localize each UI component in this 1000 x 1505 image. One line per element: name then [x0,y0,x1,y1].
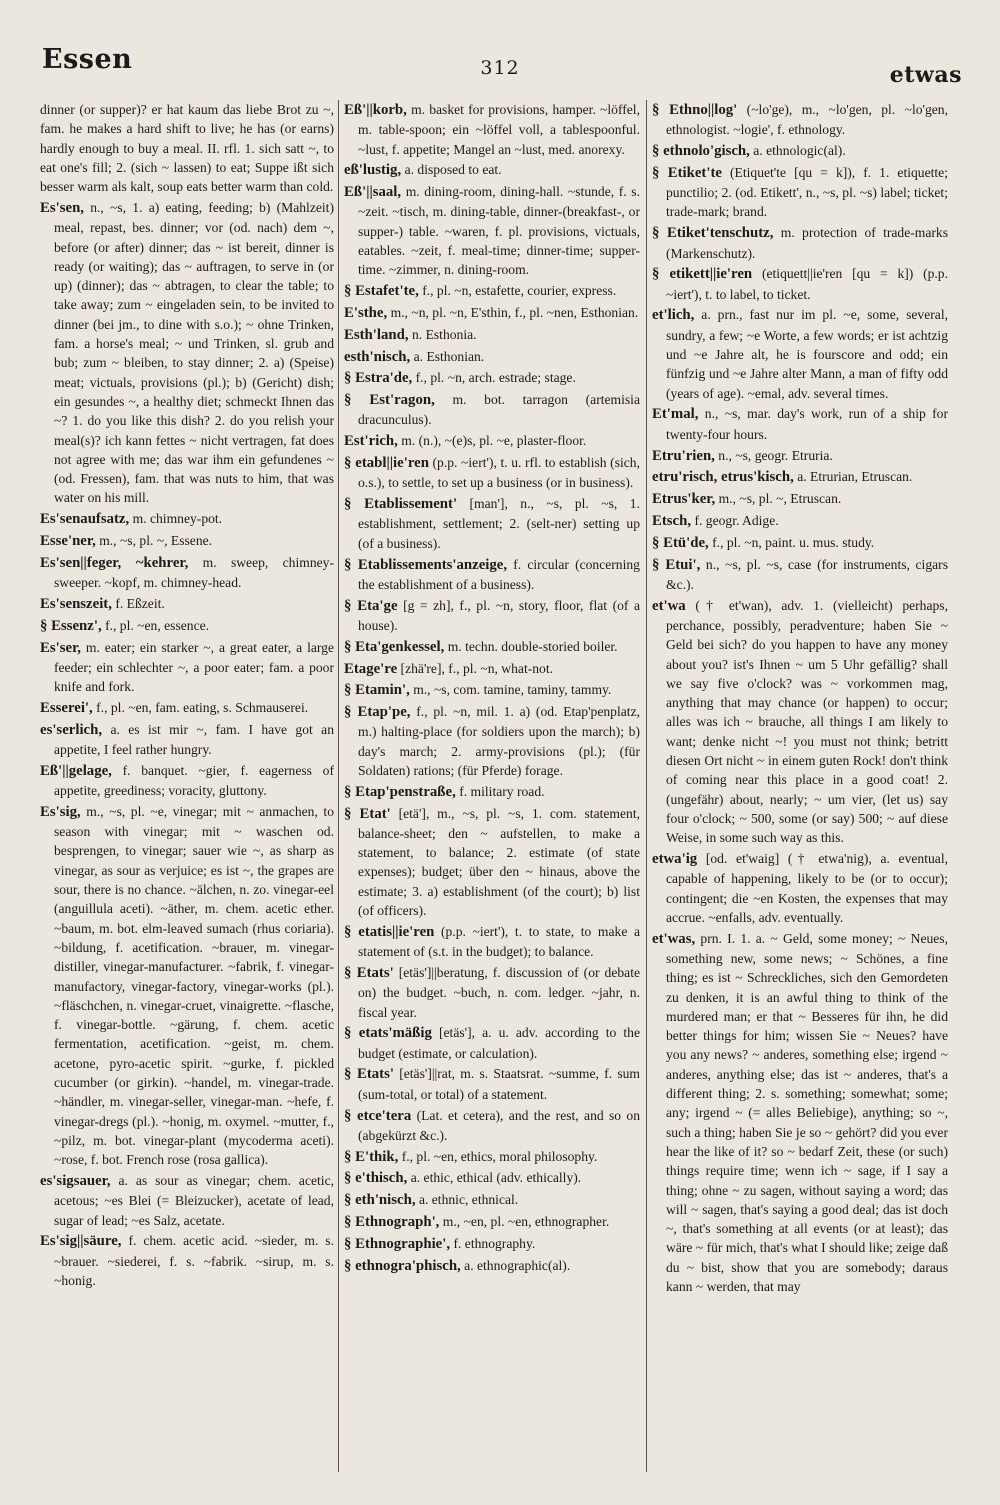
entry-headword: Esse'ner, [40,533,96,550]
entry-definition: m. dining-room, dining-hall. ~stunde, f. s. ~zeit. ~tisch, m. dining-table, dinner-(breakfast-, or supper-) table. ~waren, f. pl. provisions, victuals, eatables. ~zeit, f. meal-time; dinner-time; supper-time. ~zimmer, n. dining-room. [358,184,640,278]
dictionary-entry [652,596,948,848]
dictionary-entry [344,596,640,636]
dictionary-entry [344,100,640,159]
entry-headword: § etce'tera [344,1107,412,1124]
entry-headword: Es'senszeit, [40,595,112,612]
dictionary-entry [344,702,640,780]
entry-headword: § Eta'ge [344,597,398,614]
entry-definition: f., pl. ~en, ethics, moral philosophy. [401,1148,598,1164]
entry-headword: etwa'ig [652,850,698,867]
entry-definition: (p.p. ~iert'), t. u. rfl. to establish (sich, o.s.), to settle, to set up a business (or in business). [358,455,640,491]
dictionary-entry [40,616,334,636]
entry-headword: Eß'||korb, [344,102,407,118]
entry-headword: Eß'||gelage, [40,762,112,779]
column-rule [646,100,647,1472]
entry-definition: a. ethnologic(al). [753,143,846,159]
dictionary-entry [344,494,640,553]
dictionary-entry [40,1231,334,1290]
entry-headword: Es'sig, [40,803,81,820]
dictionary-entry [344,637,640,657]
entry-definition: f., pl. ~n, paint. u. mus. study. [712,534,875,550]
dictionary-entry [344,182,640,279]
dictionary-entry [40,594,334,614]
dictionary-entry [652,305,948,402]
entry-definition: [od. et'waig] († etwa'nig), a. eventual, capable of happening, likely to be (or to occur); contingent; die ~en Kosten, the expenses that may accrue. ~enfalls, adv. eventually. [666,850,948,925]
dictionary-entry [344,804,640,921]
entry-definition: (~lo'ge), m., ~lo'gen, pl. ~lo'gen, ethnologist. ~logie', f. ethnology. [666,102,948,138]
entry-definition: m., ~en, pl. ~en, ethnographer. [442,1214,610,1230]
entry-headword: § etatis||ie'ren [344,923,435,940]
entry-definition: n. Esthonia. [411,326,477,342]
dictionary-entry [652,141,948,161]
entry-definition: [man'], n., ~s, pl. ~s, 1. establishment, settlement; 2. (selt-ner) setting up (of a business). [358,496,640,551]
dictionary-entry [40,100,334,196]
entry-definition: m., ~s, pl. ~, Essene. [99,533,213,549]
entry-headword: § Etiket'tenschutz, [652,225,774,242]
dictionary-entry [652,223,948,263]
dictionary-entry [344,281,640,301]
dictionary-entry [652,555,948,595]
dictionary-entry [344,347,640,367]
entry-headword: Etru'rien, [652,447,715,464]
entry-definition: [etäs']||beratung, f. discussion of (or debate on) the budget. ~buch, n. com. ledger. ~jahr, n. fiscal year. [358,964,640,1020]
entry-headword: § Ethno||log' [652,102,738,118]
running-head-left: Essen [42,44,133,75]
dictionary-entry [40,198,334,508]
dictionary-entry [652,404,948,444]
entry-headword: Es'sen||feger, ~kehrer, [40,554,189,571]
entry-headword: § Eta'genkessel, [344,638,445,655]
entry-headword: § ethnolo'gisch, [652,143,750,160]
entry-definition: f. chem. acetic acid. ~sieder, m. s. ~brauer. ~siederei, f. s. ~fabrik. ~sirup, m. s. ~honig. [54,1233,334,1289]
entry-definition: f. circular (concerning the establishment of a business). [358,556,640,592]
entry-definition: prn. I. 1. a. ~ Geld, some money; ~ Neues, something new, some news; ~ Schönes, a fine thing; es ist ~ Schreckliches, sich den Gemordeten zu denken, it is an awful thing to think of the murdered man; er that ~ Besseres für ihn, he did better things for him; wissen Sie ~ Neues? have you any news? ~ anderes, something else; irgend ~ anderes, anything else; das ist ~ anderes, that's a different thing; 2. s. something; somewhat; some; any; irgend ~ (= alles Beliebige), anything; so ~, such a thing; haben Sie je so ~ gehört? did you ever hear the like of it? so ~ bedarf Zeit, these (or such) things require time; wenn ich ~ sage, if I say a thing; ohne ~ zu sagen, without saying a word; das will ~ sagen, that's saying a good deal; das ist doch ~, that's something at all events (or at least); das wäre ~ für mich, that's what I should like; zeige daß du ~ bist, show that you are somebody; daraus kann ~ werden, that may [666,930,948,1295]
entry-definition: m., ~s, pl. ~e, vinegar; mit ~ anmachen, to season with vinegar; mit ~ waschen od. besprengen, to vinegar; sauer wie ~, as sharp as vinegar, as sour as verjuice; es ist ~, the grapes are sour, there is no chance. ~älchen, n. zo. vinegar-eel (anguillula aceti). ~äther, m. chem. acetic ether. ~baum, m. bot. elm-leaved sumach (rhus coriaria). ~bildung, f. acetification. ~brauer, m. vinegar-distiller, vinegar-manufacturer. ~fabrik, f. vinegar-manufactory, vinegar-factory, vinegar-works (pl.). ~fläschchen, n. vinegar-cruet, vinaigrette. ~flasche, f. vinegar-bottle. ~gärung, f. chem. acetic fermentation, acetification. ~geist, m. chem. acetone, pyro-acetic spirit. ~gurke, f. pickled cucumber (or girkin). ~handel, m. vinegar-trade. ~händler, m. vinegar-seller, vinegar-man. ~hefe, f. vinegar-dregs (pl.). ~honig, m. oxymel. ~mutter, f., ~pilz, m. bot. vinegar-plant (mycoderma aceti). ~rose, f. bot. French rose (rosa gallica). [54,803,334,1168]
entry-headword: § Essenz', [40,617,102,634]
entry-definition: (p.p. ~iert'), t. to state, to make a statement of (s.t. in the budget); to balance. [358,923,640,960]
dictionary-entry [344,1168,640,1188]
dictionary-entry [344,1234,640,1254]
entry-headword: § Etui', [652,556,701,573]
entry-definition: f. Eßzeit. [115,595,165,611]
dictionary-entry [344,555,640,595]
entry-headword: § Etablissement' [344,496,458,513]
dictionary-entry [344,390,640,430]
dictionary-entry [344,1256,640,1276]
entry-headword: etru'risch, etrus'kisch, [652,469,794,486]
entry-definition: f., pl. ~n, mil. 1. a) (od. Etap'penplatz, m.) halting-place (for soldiers upon the march); b) day's march; 2. army-provisions (pl.); (für Soldaten) rations; (für Pferde) forage. [358,704,640,778]
entry-definition: f., pl. ~n, arch. estrade; stage. [415,370,576,386]
entry-definition: n., ~s, geogr. Etruria. [718,447,833,463]
entry-definition: m., ~s, com. tamine, taminy, tammy. [413,682,612,698]
entry-headword: Etsch, [652,512,692,529]
entry-definition: a. Esthonian. [413,348,485,364]
entry-definition: [etäs'], a. u. adv. according to the budget (estimate, or calculation). [358,1025,640,1061]
entry-definition: [etä'], m., ~s, pl. ~s, 1. com. statement, balance-sheet; den ~ aufstellen, to make a statement, to balance; 2. estimate (of state expenses); budget; über den ~ hinaus, above the estimate; 3. a) establishment (of the court); b) list (of officers). [358,805,640,919]
dictionary-entry [344,325,640,345]
dictionary-entry [344,1106,640,1146]
entry-definition: f., pl. ~en, essence. [105,617,210,633]
dictionary-entry [344,659,640,679]
dictionary-entry [344,1147,640,1167]
dictionary-entry [40,761,334,801]
entry-headword: et'was, [652,930,696,947]
entry-definition: f. ethnography. [453,1235,536,1251]
entry-definition: a. as sour as vinegar; chem. acetic, acetous; ~es Blei (= Bleizucker), acetate of lead, sugar of lead; ~es Salz, acetate. [54,1173,334,1228]
entry-headword: Eß'||saal, [344,184,402,201]
entry-headword: § Ethnographie', [344,1235,451,1252]
entry-definition: [zhä're], f., pl. ~n, what-not. [400,660,554,676]
dictionary-entry [40,638,334,697]
entry-definition: n., ~s, mar. day's work, run of a ship for twenty-four hours. [666,406,948,442]
dictionary-entry [652,264,948,304]
dictionary-entry [344,782,640,802]
entry-headword: Etrus'ker, [652,491,716,508]
dictionary-entry [652,467,948,487]
entry-headword: Et'mal, [652,406,699,423]
entry-headword: E'sthe, [344,304,388,321]
dictionary-entry [40,509,334,529]
entry-definition: m. (n.), ~(e)s, pl. ~e, plaster-floor. [401,433,587,449]
entry-headword: Es'ser, [40,639,81,656]
entry-headword: § Estra'de, [344,370,413,387]
entry-definition: m. eater; ein starker ~, a great eater, a large feeder; ein schlechter ~, a poor eater; fam. a poor knife and fork. [54,639,334,695]
entry-headword: Esserei', [40,699,93,716]
dictionary-entry [344,1190,640,1210]
entry-definition: m., ~s, pl. ~, Etruscan. [718,491,842,507]
entry-headword: § Etiket'te [652,164,722,181]
entry-headword: § Estafet'te, [344,283,419,300]
entry-headword: § Etablissements'anzeige, [344,556,508,573]
dictionary-entry [652,929,948,1297]
dictionary-entry [344,680,640,700]
entry-headword: Es'sen, [40,199,84,216]
entry-definition: m. basket for provisions, hamper. ~löffel, m. table-spoon; ein ~löffel voll, a tablespoonful. ~lust, f. appetite; Mangel an ~lust, med. anorexy. [358,102,640,157]
entry-definition: (Lat. et cetera), and the rest, and so on (abgekürzt &c.). [358,1107,640,1143]
entry-definition: m. protection of trade-marks (Markenschutz). [666,225,948,261]
dictionary-entry [344,160,640,180]
column-rule [338,100,339,1472]
dictionary-entry [652,849,948,927]
entry-headword: § etikett||ie'ren [652,266,753,283]
entry-definition: a. ethnographic(al). [464,1257,571,1273]
entry-headword: § Ethnograph', [344,1214,440,1231]
entry-definition: m. techn. double-storied boiler. [447,638,618,654]
entry-definition: a. ethic, ethical (adv. ethically). [410,1170,582,1186]
dictionary-entry [344,303,640,323]
entry-definition: a. disposed to eat. [404,162,502,178]
entry-headword: § eth'nisch, [344,1192,416,1209]
entry-definition: f. military road. [459,783,545,799]
dictionary-column-2 [344,100,640,1470]
entry-headword: § Etap'pe, [344,704,411,721]
entry-definition: n., ~s, pl. ~s, case (for instruments, cigars &c.). [666,556,948,592]
entry-headword: § Etats' [344,964,394,981]
dictionary-entry [40,1171,334,1230]
entry-headword: esth'nisch, [344,348,411,365]
dictionary-column-1 [40,100,334,1470]
dictionary-entry [344,963,640,1022]
entry-headword: es'sigsauer, [40,1173,111,1190]
entry-headword: § Etat' [344,805,391,822]
entry-headword: eß'lustig, [344,162,402,179]
entry-headword: Est'rich, [344,433,398,450]
entry-headword: Etage're [344,660,398,677]
entry-headword: et'lich, [652,307,695,324]
entry-definition: m. sweep, chimney-sweeper. ~kopf, m. chimney-head. [54,554,334,591]
entry-headword: § E'thik, [344,1148,399,1165]
dictionary-entry [344,453,640,493]
entry-definition: dinner (or supper)? er hat kaum das liebe Brot zu ~, fam. he makes a hard shift to live; he has (or earns) hardly enough to buy a meal. II. rfl. 1. sich satt ~, to eat one's fill; 2. (sich ~ lassen) to eat; Suppe ißt sich besser warm als kalt, soup eats better warm than cold. [40,102,334,195]
dictionary-entry [344,431,640,451]
dictionary-entry [652,100,948,140]
entry-headword: § Etamin', [344,682,410,699]
entry-headword: et'wa [652,597,686,614]
entry-definition: n., ~s, 1. a) eating, feeding; b) (Mahlzeit) meal, repast, bes. dinner; vor (od. nach) dem ~, before (or after) dinner; das ~ ist bereit, dinner is ready (or waiting); das ~ auftragen, to serve in (or up) (dinner); das ~ abtragen, to clear the table; to take away; zum ~ eingeladen sein, to be invited to dinner (bei jm., to dine with s.o.); ~ ohne Trinken, fam. a horse's meal; ~ und Trinken, sl. grub and bub; zum ~ bleiben, to stay dinner; 2. a) (Speise) meat; victuals, provisions (pl.); b) (Gericht) dish; ein gesundes ~, a healthy diet; schmeckt Ihnen das ~? 1. do you like this dish? 2. do you relish your meal(s)? ich kann fettes ~ nicht vertragen, fat does not agree with me; das war ihm ein gefundenes ~ (od. Fressen), fam. that was nuts to him, that was water on his mill. [54,199,334,506]
dictionary-entry [344,1064,640,1104]
page-number: 312 [480,57,520,79]
entry-definition: f., pl. ~n, estafette, courier, express. [422,283,617,299]
entry-headword: § e'thisch, [344,1170,408,1187]
entry-definition: m. chimney-pot. [132,511,223,527]
dictionary-entry [652,163,948,222]
dictionary-entry [652,489,948,509]
entry-headword: Es'sig||säure, [40,1233,122,1250]
entry-headword: § Etap'penstraße, [344,783,456,800]
dictionary-entry [652,533,948,553]
entry-headword: § etabl||ie'ren [344,455,429,472]
entry-definition: f., pl. ~en, fam. eating, s. Schmauserei. [96,699,309,715]
entry-definition: (etiquett||ie'ren [qu = k]) (p.p. ~iert'), t. to label, to ticket. [666,266,948,302]
dictionary-entry [344,1023,640,1063]
entry-definition: a. prn., fast nur im pl. ~e, some, several, sundry, a few; ~e Worte, a few words; er ist achtzig und ~e Jahre alt, he is fourscore and odd; ein fünfzig und ~e Jahre alter Mann, a man of fifty odd (years of age). ~emal, adv. several times. [666,307,948,401]
entry-definition: m. bot. tarragon (artemisia dracunculus). [358,392,640,428]
dictionary-entry [344,922,640,962]
entry-headword: § etats'mäßig [344,1025,432,1042]
entry-definition: a. es ist mir ~, fam. I have got an appetite, I feel rather hungry. [54,721,334,757]
dictionary-column-3 [652,100,948,1470]
running-head-right: etwas [889,62,962,88]
entry-definition: a. ethnic, ethnical. [418,1192,519,1208]
dictionary-entry [40,802,334,1170]
entry-headword: § Etü'de, [652,534,709,551]
entry-definition: [g = zh], f., pl. ~n, story, floor, flat (of a house). [358,597,640,633]
dictionary-entry [344,1212,640,1232]
entry-definition: († et'wan), adv. 1. (vielleicht) perhaps, perchance, possibly, peradventure; haben Sie ~ Geld bei sich? do you happen to have any money about you? ist's Ihnen ~ um 5 Uhr gefällig? shall we say five o'clock? was ~ vorkommen mag, anything that may chance (or happen) to occur; alles was ich ~ brauche, all things I am likely to want; denke nicht ~! you must not think; betritt diesen Ort nicht ~ in einem guten Rock! don't think of coming near this place in a good coat! 2. (ungefähr) about, nearly; ~ um vier, (let us) say four o'clock; ~ 500, some (or say) 500; ~ auf diese Weise, in some such way as this. [666,597,948,846]
dictionary-entry [40,531,334,551]
entry-definition: m., ~n, pl. ~n, E'sthin, f., pl. ~nen, Esthonian. [390,304,639,320]
dictionary-entry [40,553,334,593]
entry-headword: § Est'ragon, [344,392,435,409]
entry-headword: es'serlich, [40,721,103,738]
dictionary-entry [40,698,334,718]
entry-definition: (Etiquet'te [qu = k]), f. 1. etiquette; punctilio; 2. (od. Etikett', n., ~s, pl. ~s) label; ticket; trade-mark; brand. [666,164,948,220]
entry-headword: § ethnogra'phisch, [344,1257,461,1274]
dictionary-entry [344,368,640,388]
entry-headword: Es'senaufsatz, [40,511,130,528]
dictionary-entry [40,720,334,760]
entry-headword: Esth'land, [344,326,409,343]
entry-definition: f. geogr. Adige. [694,512,779,528]
dictionary-entry [652,511,948,531]
entry-definition: f. banquet. ~gier, f. eagerness of appetite, greediness; voracity, gluttony. [54,762,334,799]
entry-definition: a. Etrurian, Etruscan. [797,469,913,485]
entry-definition: [etäs']||rat, m. s. Staatsrat. ~summe, f. sum (sum-total, or total) of a statement. [358,1066,640,1102]
entry-headword: § Etats' [344,1066,394,1083]
dictionary-entry [652,446,948,466]
